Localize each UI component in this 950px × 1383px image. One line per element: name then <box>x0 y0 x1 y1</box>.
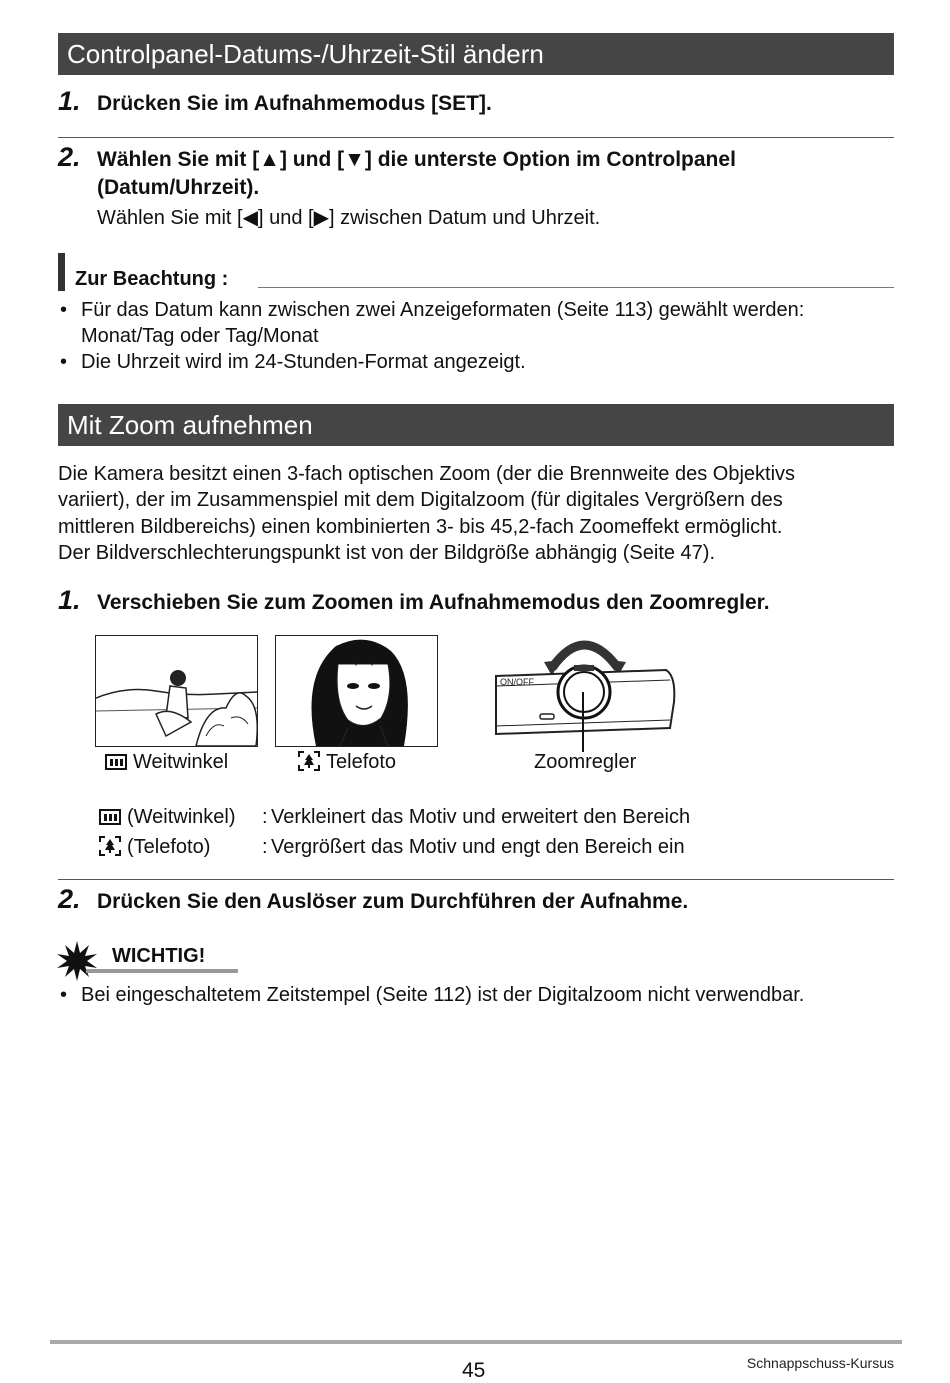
legend-tele-desc: Vergrößert das Motiv und engt den Bereich ein <box>271 836 685 858</box>
note-bullet-2: Die Uhrzeit wird im 24-Stunden-Format angezeigt. <box>81 351 526 373</box>
step-text: Drücken Sie im Aufnahmemodus [SET]. <box>97 92 492 115</box>
chapter-label: Schnappschuss-Kursus <box>746 1355 894 1371</box>
wide-angle-icon <box>99 809 121 825</box>
divider <box>58 879 894 880</box>
telephoto-icon <box>99 836 121 856</box>
intro-line-2: variiert), der im Zusammenspiel mit dem Digitalzoom (für digitales Vergrößern des <box>58 489 783 511</box>
step-number: 2. <box>58 884 81 914</box>
legend-wide-row: (Weitwinkel) <box>99 805 236 829</box>
step-number: 2. <box>58 142 81 172</box>
legend-separator: : <box>262 806 268 828</box>
intro-line-4: Der Bildverschlechterungspunkt ist von der Bildgröße abhängig (Seite 47). <box>58 542 716 564</box>
divider <box>58 137 894 138</box>
intro-line-3: mittleren Bildbereichs) einen kombinierten 3- bis 45,2-fach Zoomeffekt ermöglicht. <box>58 516 783 538</box>
bullet-marker: • <box>60 299 68 321</box>
step-subtext: Wählen Sie mit [◀] und [▶] zwischen Datum und Uhrzeit. <box>97 207 601 229</box>
caption-telephoto: Telefoto <box>298 750 396 774</box>
important-label: WICHTIG! <box>112 945 206 967</box>
step-text: Drücken Sie den Auslöser zum Durchführen der Aufnahme. <box>97 890 689 913</box>
step-text-line2: (Datum/Uhrzeit). <box>97 176 260 199</box>
caption-wide-angle: Weitwinkel <box>105 750 228 774</box>
footer-rule <box>50 1340 902 1344</box>
section-heading-zoom: Mit Zoom aufnehmen <box>58 404 894 446</box>
important-bullet-1: Bei eingeschaltetem Zeitstempel (Seite 112) ist der Digitalzoom nicht verwendbar. <box>81 984 805 1006</box>
wide-angle-photo <box>95 635 258 747</box>
legend-wide-desc: Verkleinert das Motiv und erweitert den Bereich <box>271 806 691 828</box>
note-marker <box>58 253 65 291</box>
note-bullet-1: Für das Datum kann zwischen zwei Anzeigeformaten (Seite 113) gewählt werden: Monat/Tag oder Tag/Monat <box>81 299 805 347</box>
section-heading-date-time: Controlpanel-Datums-/Uhrzeit-Stil ändern <box>58 33 894 75</box>
camera-zoom-lever-illustration <box>494 628 680 752</box>
bullet-marker: • <box>60 984 68 1006</box>
intro-line-1: Die Kamera besitzt einen 3-fach optischen Zoom (der die Brennweite des Objektivs <box>58 463 796 485</box>
wide-angle-icon <box>105 754 127 770</box>
legend-tele-row: (Telefoto) <box>99 835 210 859</box>
step-text-line1: Wählen Sie mit [▲] und [▼] die unterste Option im Controlpanel <box>97 148 736 171</box>
camera-onoff-label: ON/OFF <box>500 677 534 687</box>
step-text: Verschieben Sie zum Zoomen im Aufnahmemodus den Zoomregler. <box>97 591 770 614</box>
caption-zoom-lever: Zoomregler <box>534 751 637 773</box>
important-starburst-icon <box>56 940 98 982</box>
legend-separator: : <box>262 836 268 858</box>
important-underline <box>86 969 238 973</box>
bullet-marker: • <box>60 351 68 373</box>
note-label: Zur Beachtung : <box>75 268 229 290</box>
note-rule <box>258 287 894 288</box>
step-number: 1. <box>58 585 81 615</box>
telephoto-icon <box>298 751 320 771</box>
page-number: 45 <box>462 1359 486 1382</box>
telephoto-photo <box>275 635 438 747</box>
step-number: 1. <box>58 86 81 116</box>
